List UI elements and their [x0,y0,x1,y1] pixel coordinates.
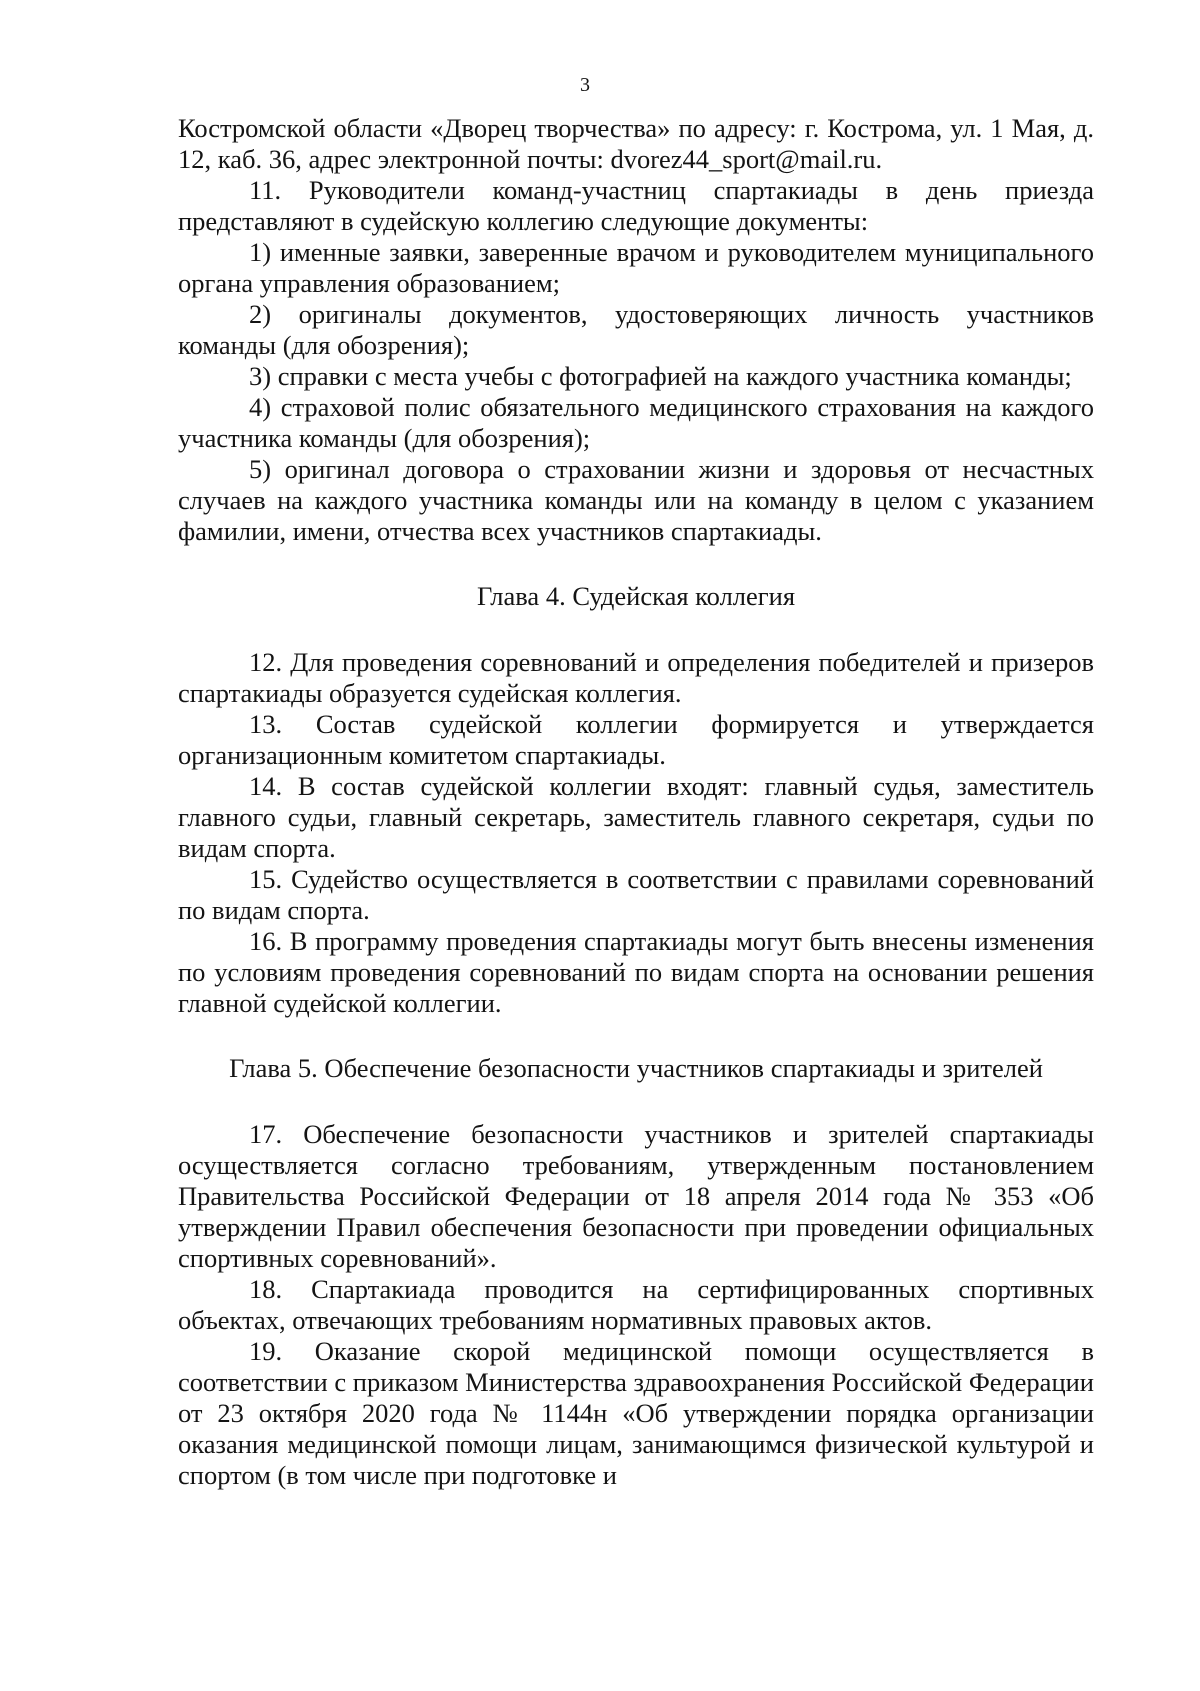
paragraph-12: 12. Для проведения соревнований и определения победителей и призеров спартакиады образуется судейская коллегия. [178,647,1094,708]
list-item-1: 1) именные заявки, заверенные врачом и руководителем муниципального органа управления образованием; [178,237,1094,298]
page-number: 3 [580,74,590,96]
paragraph-19: 19. Оказание скорой медицинской помощи осуществляется в соответствии с приказом Министерства здравоохранения Российской Федерации от 23 октября 2020 года № 1144н «Об утверждении порядка организации оказания медицинской помощи лицам, занимающимся физической культурой и спортом (в том числе при подготовке и [178,1336,1094,1490]
document-body [178,113,1094,1491]
paragraph-address-continuation: Костромской области «Дворец творчества» по адресу: г. Кострома, ул. 1 Мая, д. 12, каб. 36, адрес электронной почты: dvorez44_sport@mail.ru. [178,113,1094,174]
list-item-4: 4) страховой полис обязательного медицинского страхования на каждого участника команды (для обозрения); [178,392,1094,453]
list-item-3: 3) справки с места учебы с фотографией на каждого участника команды; [249,361,1072,391]
paragraph-15: 15. Судейство осуществляется в соответствии с правилами соревнований по видам спорта. [178,864,1094,925]
chapter-5-heading: Глава 5. Обеспечение безопасности участников спартакиады и зрителей [229,1053,1043,1083]
list-item-2: 2) оригиналы документов, удостоверяющих личность участников команды (для обозрения); [178,299,1094,360]
chapter-4-heading: Глава 4. Судейская коллегия [476,581,796,611]
paragraph-17: 17. Обеспечение безопасности участников и зрителей спартакиады осуществляется согласно требованиям, утвержденным постановлением Правительства Российской Федерации от 18 апреля 2014 года № 353 «Об утверждении Правил обеспечения безопасности при проведении официальных спортивных соревнований». [178,1119,1094,1273]
paragraph-14: 14. В состав судейской коллегии входят: главный судья, заместитель главного судьи, главный секретарь, заместитель главного секретаря, судьи по видам спорта. [178,771,1094,863]
paragraph-16: 16. В программу проведения спартакиады могут быть внесены изменения по условиям проведения соревнований по видам спорта на основании решения главной судейской коллегии. [178,926,1094,1018]
paragraph-18: 18. Спартакиада проводится на сертифицированных спортивных объектах, отвечающих требованиям нормативных правовых актов. [178,1274,1094,1335]
paragraph-13: 13. Состав судейской коллегии формируется и утверждается организационным комитетом спартакиады. [178,709,1094,770]
paragraph-11: 11. Руководители команд-участниц спартакиады в день приезда представляют в судейскую коллегию следующие документы: [178,175,1094,236]
list-item-5: 5) оригинал договора о страховании жизни и здоровья от несчастных случаев на каждого участника команды или на команду в целом с указанием фамилии, имени, отчества всех участников спартакиады. [178,454,1094,546]
